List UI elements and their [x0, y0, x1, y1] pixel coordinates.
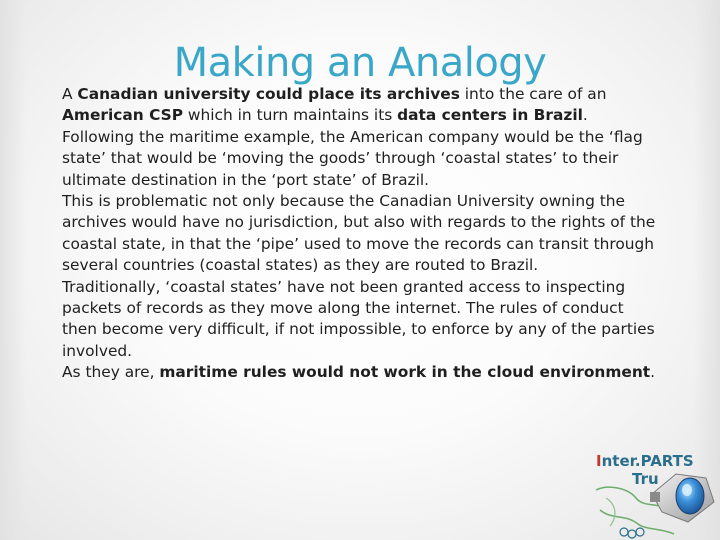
paragraph: [62, 277, 662, 363]
paragraph: [62, 362, 662, 383]
text-run: A: [62, 85, 78, 103]
text-run: . Following the maritime example, the American company would be the ‘flag state’ that would be ‘moving the goods’ through ‘coastal states’ to their ultimate destination in the ‘port state’ of Brazil.: [62, 106, 643, 189]
slide-body: [62, 84, 662, 384]
logo-initial: I: [596, 452, 602, 470]
text-run-bold: data centers in Brazil: [397, 106, 583, 125]
text-run: This is problematic not only because the Canadian University owning the archives would have no jurisdiction, but also with regards to the rights of the coastal state, in that the ‘pipe’ used to move the records can transit through several countries (coastal states) as they are routed to Brazil.: [62, 192, 656, 275]
text-run-bold: Canadian university could place its archives: [77, 85, 460, 103]
slide-title: Making an Analogy: [173, 40, 547, 86]
speaker-icon[interactable]: [648, 468, 720, 528]
logo-name: nter.PARTS: [601, 452, 694, 470]
paragraph: [62, 191, 662, 277]
text-run-bold: maritime rules would not work in the cloud environment: [159, 363, 651, 382]
text-run: Traditionally, ‘coastal states’ have not been granted access to inspecting packets of records as they move along the internet. The rules of conduct then become very difficult, if not impossible, to enforce by any of the parties involved.: [62, 277, 655, 360]
text-run: As they are,: [62, 363, 160, 382]
logo-text-line2: Tru: [632, 470, 659, 488]
text-run: into the care of an: [459, 85, 607, 103]
paragraph: [62, 84, 662, 191]
text-run: which in turn maintains its: [183, 106, 398, 125]
text-run-bold: American CSP: [62, 106, 184, 125]
text-run: .: [650, 363, 656, 382]
